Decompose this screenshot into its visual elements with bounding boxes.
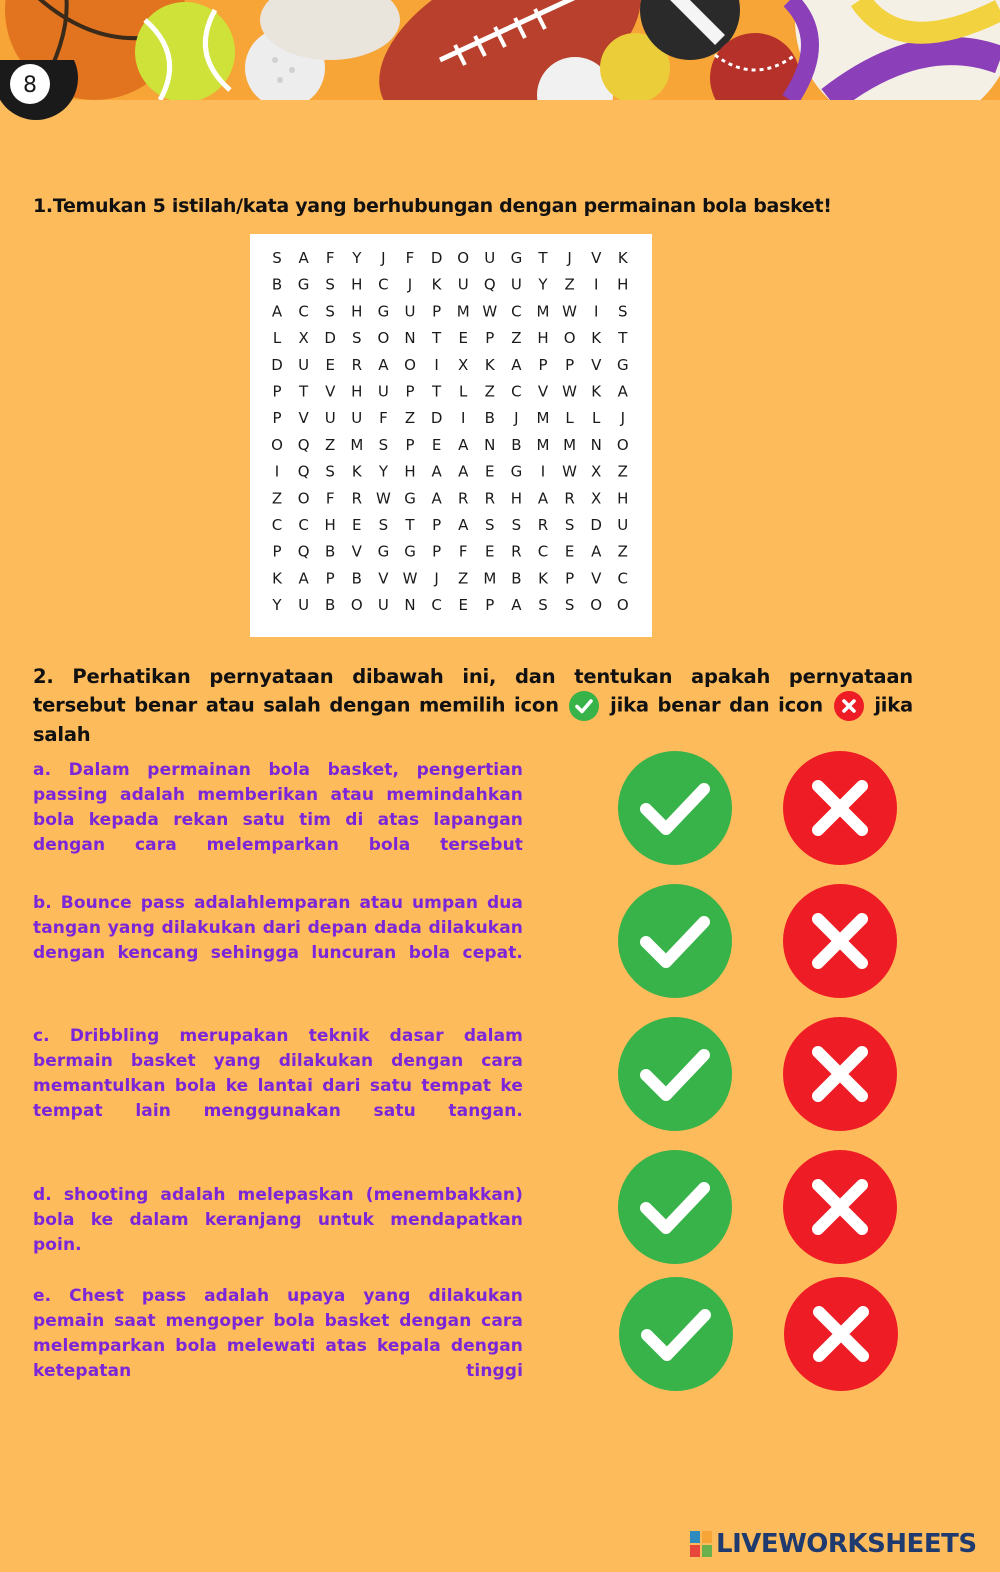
grid-letter[interactable]: R <box>484 489 496 508</box>
grid-letter[interactable]: H <box>510 489 523 508</box>
grid-letter[interactable]: S <box>618 302 628 321</box>
grid-letter[interactable]: D <box>271 355 283 374</box>
grid-letter[interactable]: H <box>351 382 363 401</box>
grid-letter[interactable]: I <box>434 355 439 374</box>
grid-letter[interactable]: C <box>271 516 283 534</box>
question-2-true-label: jika benar dan icon <box>610 693 823 717</box>
grid-letter[interactable]: V <box>591 569 602 588</box>
grid-letter[interactable]: Y <box>352 249 362 267</box>
grid-letter[interactable]: W <box>562 462 578 481</box>
grid-letter[interactable]: J <box>381 249 386 267</box>
grid-letter[interactable]: J <box>620 409 626 428</box>
grid-letter[interactable]: B <box>325 596 336 615</box>
word-search-svg <box>250 234 652 637</box>
grid-letter[interactable]: W <box>562 382 578 401</box>
grid-letter[interactable]: I <box>540 462 546 481</box>
grid-letter[interactable]: N <box>590 435 602 454</box>
grid-letter[interactable]: K <box>591 382 602 401</box>
grid-letter[interactable]: O <box>590 596 603 615</box>
grid-letter[interactable]: U <box>377 596 389 615</box>
grid-letter[interactable]: Q <box>483 275 496 294</box>
grid-letter[interactable]: P <box>432 516 442 534</box>
grid-letter[interactable]: Z <box>325 435 336 454</box>
grid-letter[interactable]: J <box>514 409 519 428</box>
grid-letter[interactable]: B <box>511 569 522 588</box>
grid-letter[interactable]: I <box>593 275 599 294</box>
grid-letter[interactable]: S <box>325 275 335 294</box>
grid-letter[interactable]: S <box>325 302 335 321</box>
grid-letter[interactable]: X <box>458 355 469 374</box>
grid-letter[interactable]: P <box>485 329 495 348</box>
grid-letter[interactable]: B <box>325 542 336 561</box>
true-button-b[interactable] <box>618 884 732 998</box>
grid-letter[interactable]: U <box>298 355 310 374</box>
grid-letter[interactable]: F <box>325 489 335 508</box>
statement-c: c. Dribbling merupakan teknik dasar dalam bermain basket yang dilakukan dengan cara memantulkan bola ke lantai dari satu tempat ke tempat lain menggunakan satu tangan. <box>33 1026 523 1121</box>
grid-letter[interactable]: A <box>271 302 283 321</box>
grid-letter[interactable]: P <box>565 355 575 374</box>
grid-letter[interactable]: X <box>298 329 309 348</box>
grid-letter[interactable]: C <box>617 569 629 588</box>
grid-letter[interactable]: Y <box>538 275 548 294</box>
check-icon <box>569 691 599 721</box>
grid-letter[interactable]: V <box>591 355 602 374</box>
grid-letter[interactable]: A <box>431 462 442 481</box>
grid-letter[interactable]: U <box>377 382 389 401</box>
grid-letter[interactable]: J <box>567 249 572 267</box>
true-button-e[interactable] <box>619 1277 733 1391</box>
grid-letter[interactable]: P <box>432 302 442 321</box>
grid-letter[interactable]: O <box>350 596 363 615</box>
grid-letter[interactable]: S <box>538 596 548 615</box>
grid-letter[interactable]: Y <box>272 596 282 615</box>
grid-letter[interactable]: Q <box>297 542 310 561</box>
grid-letter[interactable]: E <box>352 516 362 534</box>
grid-letter[interactable]: U <box>617 516 629 534</box>
grid-letter[interactable]: U <box>457 275 469 294</box>
grid-letter[interactable]: C <box>378 275 389 294</box>
grid-letter[interactable]: M <box>536 435 550 454</box>
grid-letter[interactable]: A <box>431 489 442 508</box>
grid-letter[interactable]: S <box>352 329 362 348</box>
grid-letter[interactable]: V <box>537 382 549 401</box>
grid-letter[interactable]: F <box>379 409 388 428</box>
true-button-c[interactable] <box>618 1017 732 1131</box>
grid-letter[interactable]: C <box>511 382 522 401</box>
grid-letter[interactable]: G <box>510 462 523 481</box>
grid-letter[interactable]: S <box>564 596 575 615</box>
grid-letter[interactable]: S <box>378 435 389 454</box>
cross-icon <box>783 884 897 998</box>
grid-letter[interactable]: H <box>404 462 416 481</box>
false-button-d[interactable] <box>783 1150 897 1264</box>
grid-letter[interactable]: R <box>351 489 363 508</box>
grid-letter[interactable]: C <box>537 542 549 561</box>
grid-letter[interactable]: M <box>563 435 577 454</box>
grid-letter[interactable]: K <box>617 249 628 267</box>
grid-letter[interactable]: W <box>562 302 578 321</box>
grid-letter[interactable]: F <box>405 249 415 267</box>
grid-letter[interactable]: A <box>537 489 549 508</box>
grid-letter[interactable]: N <box>404 329 416 348</box>
liveworksheets-logo[interactable] <box>690 1527 977 1561</box>
grid-letter[interactable]: R <box>457 489 469 508</box>
grid-letter[interactable]: E <box>325 355 335 374</box>
question-2-heading <box>33 663 913 749</box>
grid-letter[interactable]: J <box>407 275 413 294</box>
false-button-a[interactable] <box>783 751 897 865</box>
grid-letter[interactable]: R <box>511 542 522 561</box>
grid-letter[interactable]: O <box>563 329 576 348</box>
grid-letter[interactable]: H <box>351 302 363 321</box>
grid-letter[interactable]: Z <box>404 409 416 428</box>
grid-letter[interactable]: M <box>536 302 550 321</box>
grid-letter[interactable]: E <box>458 329 468 348</box>
grid-letter[interactable]: B <box>484 409 495 428</box>
grid-letter[interactable]: T <box>299 382 309 401</box>
grid-letter[interactable]: Q <box>297 462 310 481</box>
grid-letter[interactable]: R <box>351 355 363 374</box>
grid-letter[interactable]: J <box>434 569 439 588</box>
grid-letter[interactable]: E <box>485 462 495 481</box>
grid-letter[interactable]: Z <box>617 542 628 561</box>
grid-letter[interactable]: C <box>511 302 522 321</box>
grid-letter[interactable]: X <box>591 462 602 481</box>
grid-letter[interactable]: G <box>510 249 523 267</box>
check-icon <box>619 1277 733 1391</box>
grid-letter[interactable]: G <box>616 355 629 374</box>
grid-letter[interactable]: K <box>272 569 282 588</box>
word-search-grid[interactable] <box>250 234 652 637</box>
grid-letter[interactable]: N <box>484 435 496 454</box>
grid-letter[interactable]: P <box>405 382 415 401</box>
grid-letter[interactable]: V <box>325 382 336 401</box>
grid-letter[interactable]: D <box>324 329 336 348</box>
cross-icon <box>834 691 864 721</box>
grid-letter[interactable]: O <box>404 355 416 374</box>
grid-letter[interactable]: B <box>511 435 522 454</box>
grid-letter[interactable]: P <box>432 542 442 561</box>
check-icon <box>618 1017 732 1131</box>
grid-letter[interactable]: A <box>511 355 522 374</box>
grid-letter[interactable]: P <box>538 355 548 374</box>
grid-letter[interactable]: E <box>458 596 468 615</box>
false-button-b[interactable] <box>783 884 897 998</box>
grid-letter[interactable]: Y <box>378 462 388 481</box>
grid-letter[interactable]: B <box>271 275 283 294</box>
grid-letter[interactable]: G <box>377 302 390 321</box>
grid-letter[interactable]: M <box>483 569 497 588</box>
grid-letter[interactable]: V <box>591 249 602 267</box>
grid-letter[interactable]: Z <box>458 569 469 588</box>
statement-a: a. Dalam permainan bola basket, pengertian passing adalah memberikan atau memindahkan bola kepada rekan satu tim di atas lapangan dengan cara melemparkan bola tersebut <box>33 760 523 855</box>
grid-letter[interactable]: U <box>404 302 416 321</box>
grid-letter[interactable]: C <box>298 302 309 321</box>
grid-letter[interactable]: S <box>511 516 522 534</box>
grid-letter[interactable]: A <box>591 542 602 561</box>
sports-balls-illustration <box>0 0 1000 100</box>
statement-d: d. shooting adalah melepaskan (menembakkan) bola ke dalam keranjang untuk mendapatkan poin. <box>33 1185 523 1255</box>
grid-letter[interactable]: U <box>510 275 522 294</box>
grid-letter[interactable]: Z <box>271 489 283 508</box>
grid-letter[interactable]: H <box>351 275 363 294</box>
grid-letter[interactable]: S <box>485 516 495 534</box>
grid-letter[interactable]: Z <box>484 382 495 401</box>
liveworksheets-logo-text: LIVEWORKSHEETS <box>716 1529 977 1559</box>
grid-letter[interactable]: M <box>536 409 550 428</box>
statement-e: e. Chest pass adalah upaya yang dilakukan pemain saat mengoper bola basket dengan cara melemparkan bola melewati atas kepala dengan ketepatan tinggi <box>33 1286 523 1381</box>
grid-letter[interactable]: T <box>538 249 548 267</box>
grid-letter[interactable]: P <box>272 409 282 428</box>
grid-letter[interactable]: N <box>404 596 416 615</box>
true-button-d[interactable] <box>618 1150 732 1264</box>
grid-letter[interactable]: O <box>377 329 390 348</box>
grid-letter[interactable]: A <box>298 569 309 588</box>
grid-letter[interactable]: W <box>375 489 391 508</box>
grid-letter[interactable]: R <box>564 489 575 508</box>
grid-letter[interactable]: K <box>351 462 362 481</box>
grid-letter[interactable]: K <box>538 569 548 588</box>
grid-letter[interactable]: Z <box>617 462 628 481</box>
grid-letter[interactable]: K <box>591 329 602 348</box>
grid-letter[interactable]: P <box>272 542 282 561</box>
grid-letter[interactable]: H <box>617 275 629 294</box>
check-icon <box>618 751 732 865</box>
grid-letter[interactable]: T <box>432 329 442 348</box>
grid-letter[interactable]: Q <box>297 435 310 454</box>
grid-letter[interactable]: I <box>593 302 599 321</box>
grid-letter[interactable]: A <box>458 435 469 454</box>
grid-letter[interactable]: G <box>297 275 310 294</box>
grid-letter[interactable]: M <box>456 302 470 321</box>
cross-icon <box>783 1150 897 1264</box>
grid-letter[interactable]: F <box>325 249 335 267</box>
grid-letter[interactable]: A <box>458 516 469 534</box>
grid-letter[interactable]: R <box>537 516 549 534</box>
grid-letter[interactable]: T <box>618 329 628 348</box>
grid-letter[interactable]: W <box>482 302 498 321</box>
grid-letter[interactable]: L <box>459 382 468 401</box>
grid-letter[interactable]: P <box>272 382 282 401</box>
cross-icon <box>784 1277 898 1391</box>
grid-letter[interactable]: A <box>511 596 522 615</box>
false-button-e[interactable] <box>784 1277 898 1391</box>
grid-letter[interactable]: E <box>564 542 575 561</box>
grid-letter[interactable]: L <box>565 409 574 428</box>
question-2-false-label: jika salah <box>33 693 914 746</box>
eight-ball-number: 8 <box>23 73 37 98</box>
statement-b: b. Bounce pass adalahlemparan atau umpan dua tangan yang dilakukan dari depan dada dilakukan dengan kencang sehingga luncuran bola cepat. <box>33 893 523 963</box>
grid-letter[interactable]: X <box>591 489 602 508</box>
grid-letter[interactable]: P <box>485 596 495 615</box>
grid-letter[interactable]: C <box>431 596 442 615</box>
grid-letter[interactable]: O <box>457 249 470 267</box>
question-1-heading: 1.Temukan 5 istilah/kata yang berhubungan dengan permainan bola basket! <box>33 195 832 217</box>
grid-letter[interactable]: A <box>298 249 309 267</box>
grid-letter[interactable]: L <box>272 329 282 348</box>
grid-letter[interactable]: T <box>405 516 415 534</box>
grid-letter[interactable]: A <box>617 382 628 401</box>
grid-letter[interactable]: G <box>404 542 416 561</box>
grid-letter[interactable]: P <box>405 435 415 454</box>
grid-letter[interactable]: A <box>378 355 389 374</box>
grid-letter[interactable]: G <box>404 489 416 508</box>
check-icon <box>618 1150 732 1264</box>
true-button-a[interactable] <box>618 751 732 865</box>
grid-letter[interactable]: I <box>460 409 466 428</box>
grid-letter[interactable]: D <box>430 409 443 428</box>
grid-letter[interactable]: B <box>351 569 362 588</box>
grid-letter[interactable]: K <box>484 355 495 374</box>
false-button-c[interactable] <box>783 1017 897 1131</box>
grid-letter[interactable]: A <box>458 462 469 481</box>
grid-letter[interactable]: I <box>274 462 280 481</box>
grid-letter[interactable]: Z <box>564 275 575 294</box>
grid-letter[interactable]: M <box>350 435 364 454</box>
grid-letter[interactable]: S <box>564 516 575 534</box>
grid-letter[interactable]: S <box>272 249 282 267</box>
question-2-text: 2. Perhatikan pernyataan dibawah ini, dan tentukan apakah pernyataan tersebut benar atau salah dengan memilih icon <box>33 665 913 717</box>
grid-letter[interactable]: E <box>431 435 442 454</box>
grid-letter[interactable]: P <box>325 569 335 588</box>
grid-letter[interactable]: H <box>537 329 549 348</box>
eight-ball-icon <box>0 60 78 120</box>
grid-letter[interactable]: H <box>324 516 336 534</box>
grid-letter[interactable]: U <box>298 596 310 615</box>
grid-letter[interactable]: E <box>485 542 495 561</box>
grid-letter[interactable]: V <box>351 542 362 561</box>
grid-letter[interactable]: V <box>378 569 389 588</box>
cross-icon <box>783 751 897 865</box>
grid-letter[interactable]: H <box>617 489 629 508</box>
grid-letter[interactable]: U <box>484 249 496 267</box>
cross-icon <box>783 1017 897 1131</box>
grid-letter[interactable]: U <box>324 409 336 428</box>
grid-letter[interactable]: K <box>431 275 442 294</box>
grid-letter[interactable]: Z <box>511 329 522 348</box>
sports-balls-banner <box>0 0 1000 100</box>
grid-letter[interactable]: L <box>592 409 601 428</box>
grid-letter[interactable]: S <box>378 516 389 534</box>
grid-letter[interactable]: U <box>351 409 363 428</box>
grid-letter[interactable]: V <box>298 409 309 428</box>
grid-letter[interactable]: O <box>616 435 629 454</box>
grid-letter[interactable]: O <box>297 489 310 508</box>
grid-letter[interactable]: D <box>430 249 443 267</box>
grid-letter[interactable]: O <box>271 435 283 454</box>
liveworksheets-logo-icon <box>690 1531 712 1557</box>
check-icon <box>618 884 732 998</box>
grid-letter[interactable]: D <box>590 516 602 534</box>
grid-letter[interactable]: P <box>565 569 575 588</box>
grid-letter[interactable]: T <box>432 382 442 401</box>
grid-letter[interactable]: F <box>458 542 468 561</box>
grid-letter[interactable]: W <box>402 569 418 588</box>
grid-letter[interactable]: C <box>298 516 309 534</box>
grid-letter[interactable]: S <box>325 462 335 481</box>
grid-letter[interactable]: O <box>616 596 629 615</box>
grid-letter[interactable]: G <box>377 542 390 561</box>
